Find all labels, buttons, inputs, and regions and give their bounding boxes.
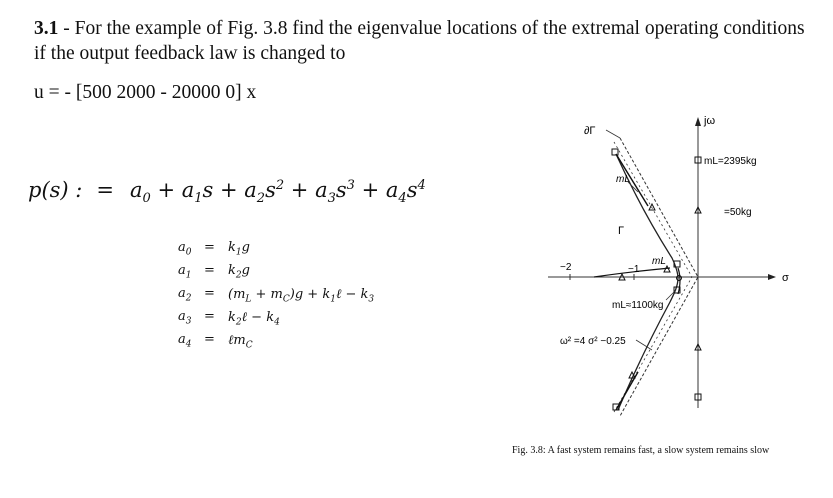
problem-text: - For the example of Fig. 3.8 find the eigenvalue locations of the extremal operating conditions if the output feedback law is changed to bbox=[34, 18, 805, 64]
marker-square bbox=[612, 149, 618, 155]
hyperbola-curve bbox=[616, 154, 678, 410]
poly-equals: = bbox=[96, 178, 114, 202]
label-ml1100: mL≈1100kg bbox=[612, 300, 664, 311]
label-omega-eq: ω² =4 σ² −0.25 bbox=[560, 336, 626, 347]
problem-number: 3.1 bbox=[34, 18, 59, 39]
label-jw: jω bbox=[704, 115, 716, 127]
label-50kg: =50kg bbox=[724, 207, 752, 218]
label-ml2395: mL=2395kg bbox=[704, 156, 757, 167]
problem-statement bbox=[34, 16, 814, 66]
label-sigma: σ bbox=[782, 272, 789, 284]
figure-caption: Fig. 3.8: A fast system remains fast, a slow system remains slow bbox=[512, 445, 770, 456]
label-gamma: Γ bbox=[618, 225, 625, 237]
label-dgamma: ∂Γ bbox=[584, 125, 596, 137]
root-locus-figure bbox=[548, 108, 808, 428]
jw-arrow-icon bbox=[695, 117, 701, 126]
label-minus1: −1 bbox=[628, 264, 640, 275]
poly-lhs: p(s) : bbox=[28, 178, 83, 202]
label-ml-top: mL bbox=[616, 174, 630, 185]
label-ml-small: mL bbox=[652, 256, 666, 267]
sigma-arrow-icon bbox=[768, 274, 776, 280]
marker-circle bbox=[677, 276, 682, 281]
leader-dgamma bbox=[606, 130, 620, 138]
characteristic-polynomial: p(s) : = $a_0 + a_1s + a_2s^2 + a_3s^3 + a_4s^4$ bbox=[28, 178, 426, 207]
label-minus2: −2 bbox=[560, 262, 572, 273]
feedback-law: u = - [500 2000 - 20000 0] x bbox=[34, 82, 257, 103]
